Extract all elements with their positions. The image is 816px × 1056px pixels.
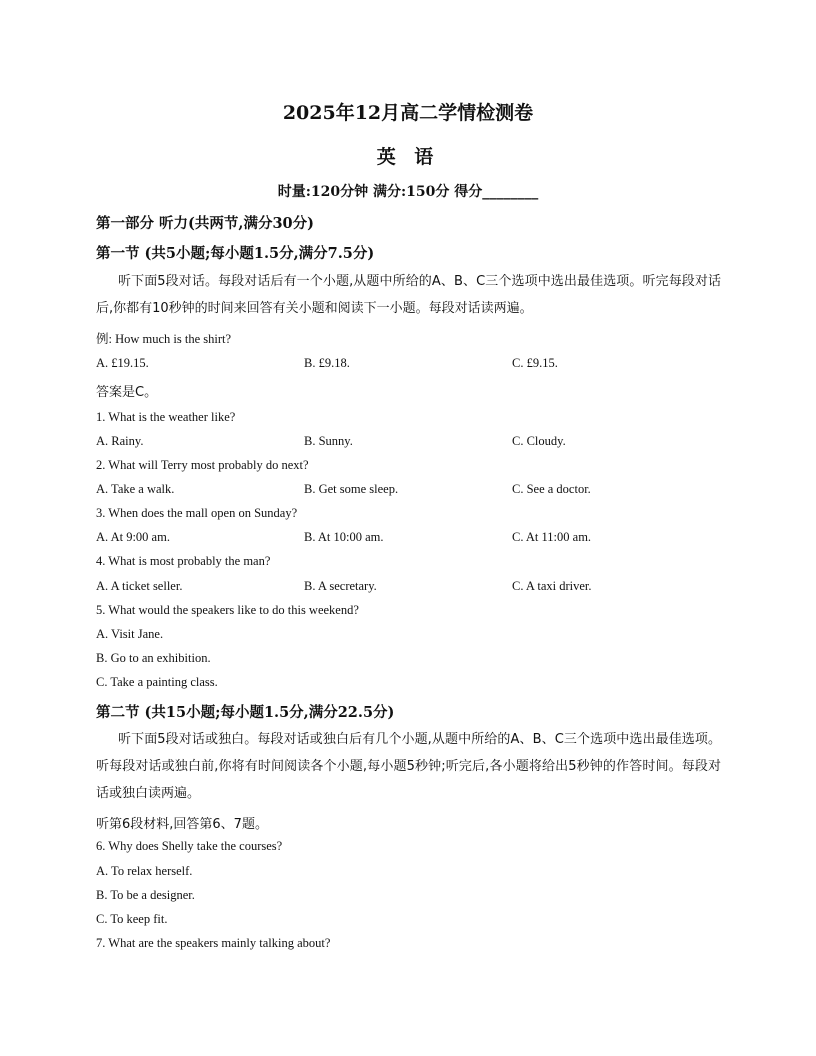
q6-option-a: A. To relax herself. bbox=[96, 864, 193, 878]
q6-option-b: B. To be a designer. bbox=[96, 888, 195, 902]
subject-title: 英 语 bbox=[376, 146, 440, 168]
material-note: 听第6段材料,回答第6、7题。 bbox=[96, 817, 268, 832]
section1-instructions: 听下面5段对话。每段对话后有一个小题,从题中所给的A、B、C三个选项中选出最佳选项。听完每段对话后,你都有10秒钟的时间来回答有关小题和阅读下一小题。每段对话读两遍。 bbox=[96, 274, 721, 316]
example-option-a: A. £19.15. bbox=[96, 356, 149, 370]
q1-option-b: B. Sunny. bbox=[304, 434, 353, 448]
q4-option-c: C. A taxi driver. bbox=[512, 579, 592, 593]
q5-option-a: A. Visit Jane. bbox=[96, 627, 164, 641]
q2-option-a: A. Take a walk. bbox=[96, 482, 175, 496]
q4-option-b: B. A secretary. bbox=[304, 579, 377, 593]
section1-heading: 第一节 (共5小题;每小题1.5分,满分7.5分) bbox=[96, 245, 375, 262]
q5-option-c: C. Take a painting class. bbox=[96, 675, 218, 689]
q2-option-b: B. Get some sleep. bbox=[304, 482, 399, 496]
section2-instructions: 听下面5段对话或独白。每段对话或独白后有几个小题,从题中所给的A、B、C三个选项中选出最佳选项。听每段对话或独白前,你将有时间阅读各个小题,每小题5秒钟;听完后,各小题将给出5秒钟的作答时间。每段对话或独白读两遍。 bbox=[96, 732, 721, 801]
section2-heading: 第二节 (共15小题;每小题1.5分,满分22.5分) bbox=[96, 704, 395, 721]
q6-option-c: C. To keep fit. bbox=[96, 912, 168, 926]
q3-option-b: B. At 10:00 am. bbox=[304, 530, 384, 544]
question-6: 6. Why does Shelly take the courses? bbox=[96, 839, 283, 853]
q1-option-a: A. Rainy. bbox=[96, 434, 144, 448]
page-title: 2025年12月高二学情检测卷 bbox=[282, 102, 534, 124]
example-answer: 答案是C。 bbox=[96, 385, 158, 400]
q3-option-c: C. At 11:00 am. bbox=[512, 530, 592, 544]
question-4: 4. What is most probably the man? bbox=[96, 554, 271, 568]
question-3: 3. When does the mall open on Sunday? bbox=[96, 506, 298, 520]
question-5: 5. What would the speakers like to do this weekend? bbox=[96, 603, 359, 617]
q3-option-a: A. At 9:00 am. bbox=[96, 530, 170, 544]
example-option-b: B. £9.18. bbox=[304, 356, 350, 370]
q4-option-a: A. A ticket seller. bbox=[96, 579, 183, 593]
question-7: 7. What are the speakers mainly talking about? bbox=[96, 936, 331, 950]
example-question: 例: How much is the shirt? bbox=[96, 332, 232, 346]
q2-option-c: C. See a doctor. bbox=[512, 482, 591, 496]
question-1: 1. What is the weather like? bbox=[96, 410, 236, 424]
q1-option-c: C. Cloudy. bbox=[512, 434, 566, 448]
example-option-c: C. £9.15. bbox=[512, 356, 558, 370]
question-2: 2. What will Terry most probably do next? bbox=[96, 458, 309, 472]
part-heading: 第一部分 听力(共两节,满分30分) bbox=[96, 215, 314, 232]
q5-option-b: B. Go to an exhibition. bbox=[96, 651, 211, 665]
exam-meta: 时量:120分钟 满分:150分 得分________ bbox=[277, 184, 539, 200]
